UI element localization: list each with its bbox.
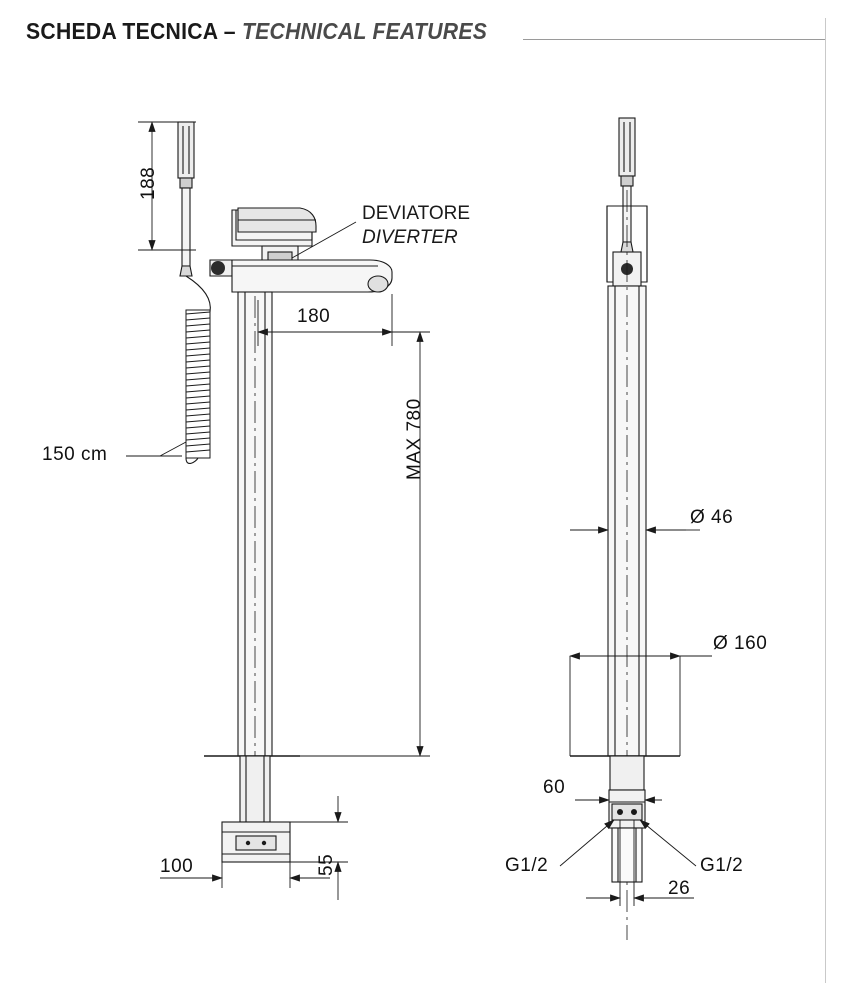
front-view-geometry <box>178 122 392 862</box>
dim-body-width-60: 60 <box>543 777 566 798</box>
drawing-canvas <box>0 60 825 990</box>
dim-diameter-46: Ø 46 <box>690 507 734 528</box>
sheet-header <box>26 18 826 58</box>
callout-diverter-it: DEVIATORE <box>362 203 471 224</box>
dim-max-height-780: MAX 780 <box>404 398 425 480</box>
dim-reach-180: 180 <box>297 306 331 327</box>
side-view-geometry <box>570 118 680 940</box>
dim-hose-150cm: 150 cm <box>42 444 108 465</box>
label-connection-left: G1/2 <box>505 855 549 876</box>
header-divider <box>523 39 826 40</box>
dim-diameter-160: Ø 160 <box>713 633 768 654</box>
dim-height-188: 188 <box>138 166 159 200</box>
dim-inlet-spacing-26: 26 <box>668 878 691 899</box>
page-title-sub: TECHNICAL FEATURES <box>241 18 488 44</box>
sheet-frame-right-edge <box>825 18 826 983</box>
page-title-main: SCHEDA TECNICA <box>26 18 218 44</box>
page-title <box>26 18 487 45</box>
dim-base-height-55: 55 <box>316 853 337 876</box>
label-connection-right: G1/2 <box>700 855 744 876</box>
dim-base-width-100: 100 <box>160 856 194 877</box>
hose-coil <box>186 312 210 452</box>
callout-diverter <box>362 202 470 250</box>
page-title-dash: – <box>217 18 242 44</box>
callout-diverter-en: DIVERTER <box>362 226 458 248</box>
